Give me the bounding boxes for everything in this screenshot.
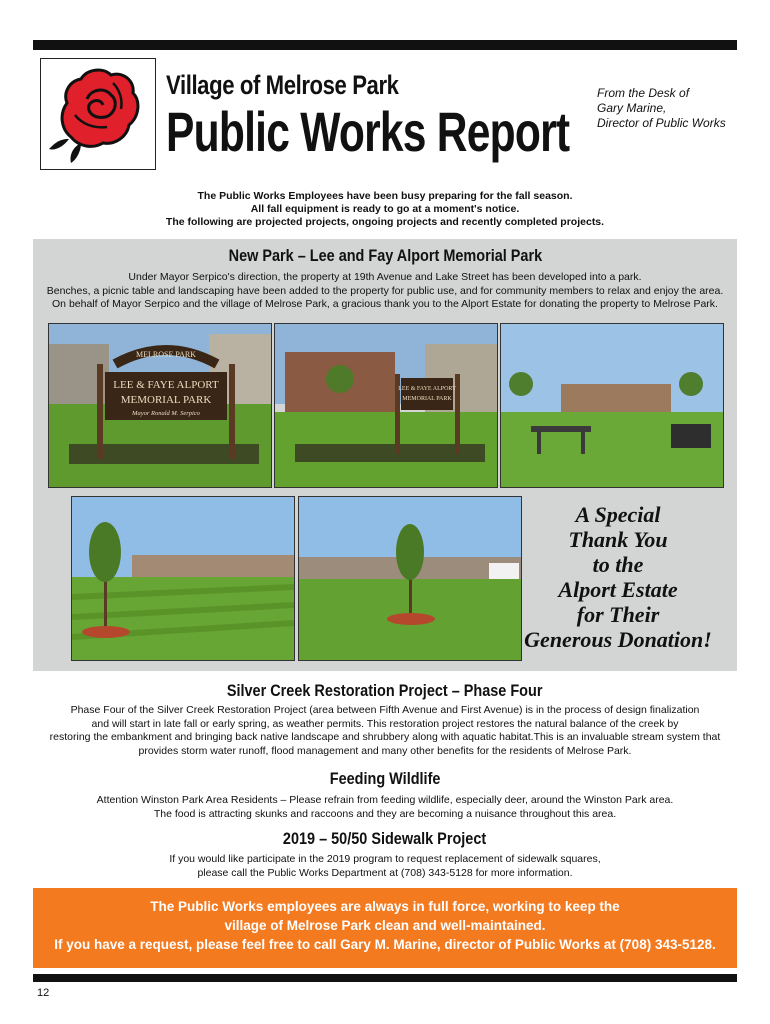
sign-line2: MEMORIAL PARK [120, 394, 212, 406]
banner-line: village of Melrose Park clean and well-maintained. [224, 918, 546, 933]
intro-line: The Public Works Employees have been busy preparing for the fall season. [197, 190, 573, 202]
sign-top-text: MELROSE PARK [136, 350, 196, 359]
rose-logo [40, 58, 156, 170]
wildlife-title [0, 769, 770, 789]
sidewalk-body [0, 853, 770, 880]
desk-line: Director of Public Works [597, 116, 726, 130]
body-line: If you would like participate in the 2019 program to request replacement of sidewalk squares, [169, 853, 601, 865]
intro-line: The following are projected projects, ongoing projects and recently completed projects. [165, 216, 605, 228]
new-park-body [0, 271, 770, 312]
sign-line2: MEMORIAL PARK [402, 396, 452, 402]
body-line: restoring the embankment and bringing back native landscape and shrubbery along with aquatic habitat.This is an invaluable stream system that [49, 731, 721, 743]
intro-text [0, 190, 770, 229]
sign-line1: LEE & FAYE ALPORT [113, 379, 219, 391]
picnic-table-photo [500, 323, 724, 488]
lawn-tree-photo [71, 496, 295, 661]
bottom-rule [33, 974, 737, 982]
body-line: The food is attracting skunks and raccoons and they are becoming a nuisance throughout this area. [153, 807, 617, 820]
intro-line: All fall equipment is ready to go at a moment's notice. [250, 203, 520, 215]
sign-mayor: Mayor Ronald M. Serpico [132, 410, 200, 417]
wildlife-title-text: Feeding Wildlife [329, 769, 441, 788]
desk-line: Gary Marine, [597, 101, 667, 115]
thanks-line: for Their [576, 602, 660, 627]
from-desk [597, 86, 726, 131]
body-line: and will start in late fall or early spring, as weather permits. This restoration project restores the natural balance of the creek by [91, 717, 679, 730]
wildlife-body [0, 794, 770, 821]
sidewalk-title [0, 829, 770, 849]
new-park-title-text: New Park – Lee and Fay Alport Memorial Park [228, 246, 542, 265]
silver-creek-body [0, 704, 770, 758]
new-park-title [0, 246, 770, 266]
sidewalk-title-text: 2019 – 50/50 Sidewalk Project [283, 829, 487, 848]
thanks-line: Generous Donation! [524, 627, 712, 652]
rose-icon [41, 59, 155, 169]
thanks-line: to the [592, 552, 644, 577]
body-line: On behalf of Mayor Serpico and the village of Melrose Park, a gracious thank you to the Alport Estate for donating the property to Melrose Park. [52, 298, 718, 310]
page-title: Public Works Report [166, 100, 570, 163]
silver-creek-title [0, 681, 770, 701]
silver-creek-title-text: Silver Creek Restoration Project – Phase Four [227, 681, 543, 700]
village-name: Village of Melrose Park [166, 70, 399, 100]
thanks-line: Thank You [568, 527, 668, 552]
banner-line: The Public Works employees are always in full force, working to keep the [150, 899, 620, 914]
thanks-line: Alport Estate [558, 577, 678, 602]
thanks-line: A Special [575, 502, 661, 527]
body-line: provides storm water runoff, flood management and many other benefits for the residents of Melrose Park. [138, 744, 632, 757]
desk-line: From the Desk of [597, 86, 690, 100]
park-sign-photo-2 [274, 323, 498, 488]
body-line: Benches, a picnic table and landscaping have been added to the property for public use, and for community members to relax and enjoy the area. [46, 284, 724, 297]
contact-banner [33, 888, 737, 968]
sign-line1: LEE & FAYE ALPORT [398, 386, 456, 392]
body-line: Phase Four of the Silver Creek Restoration Project (area between Fifth Avenue and First Avenue) is in the process of design finalization [70, 704, 700, 716]
page-number: 12 [37, 987, 50, 999]
body-line: Under Mayor Serpico's direction, the property at 19th Avenue and Lake Street has been developed into a park. [128, 271, 642, 283]
special-thanks [520, 502, 716, 652]
lawn-tree-photo-2 [298, 496, 522, 661]
banner-line: If you have a request, please feel free to call Gary M. Marine, director of Public Works at (708) 343-5128. [54, 937, 716, 952]
body-line: please call the Public Works Department at (708) 343-5128 for more information. [197, 866, 573, 879]
body-line: Attention Winston Park Area Residents – Please refrain from feeding wildlife, especially deer, around the Winston Park area. [96, 794, 674, 806]
park-sign-photo [48, 323, 272, 488]
banner-text [33, 897, 737, 954]
top-rule [33, 40, 737, 50]
